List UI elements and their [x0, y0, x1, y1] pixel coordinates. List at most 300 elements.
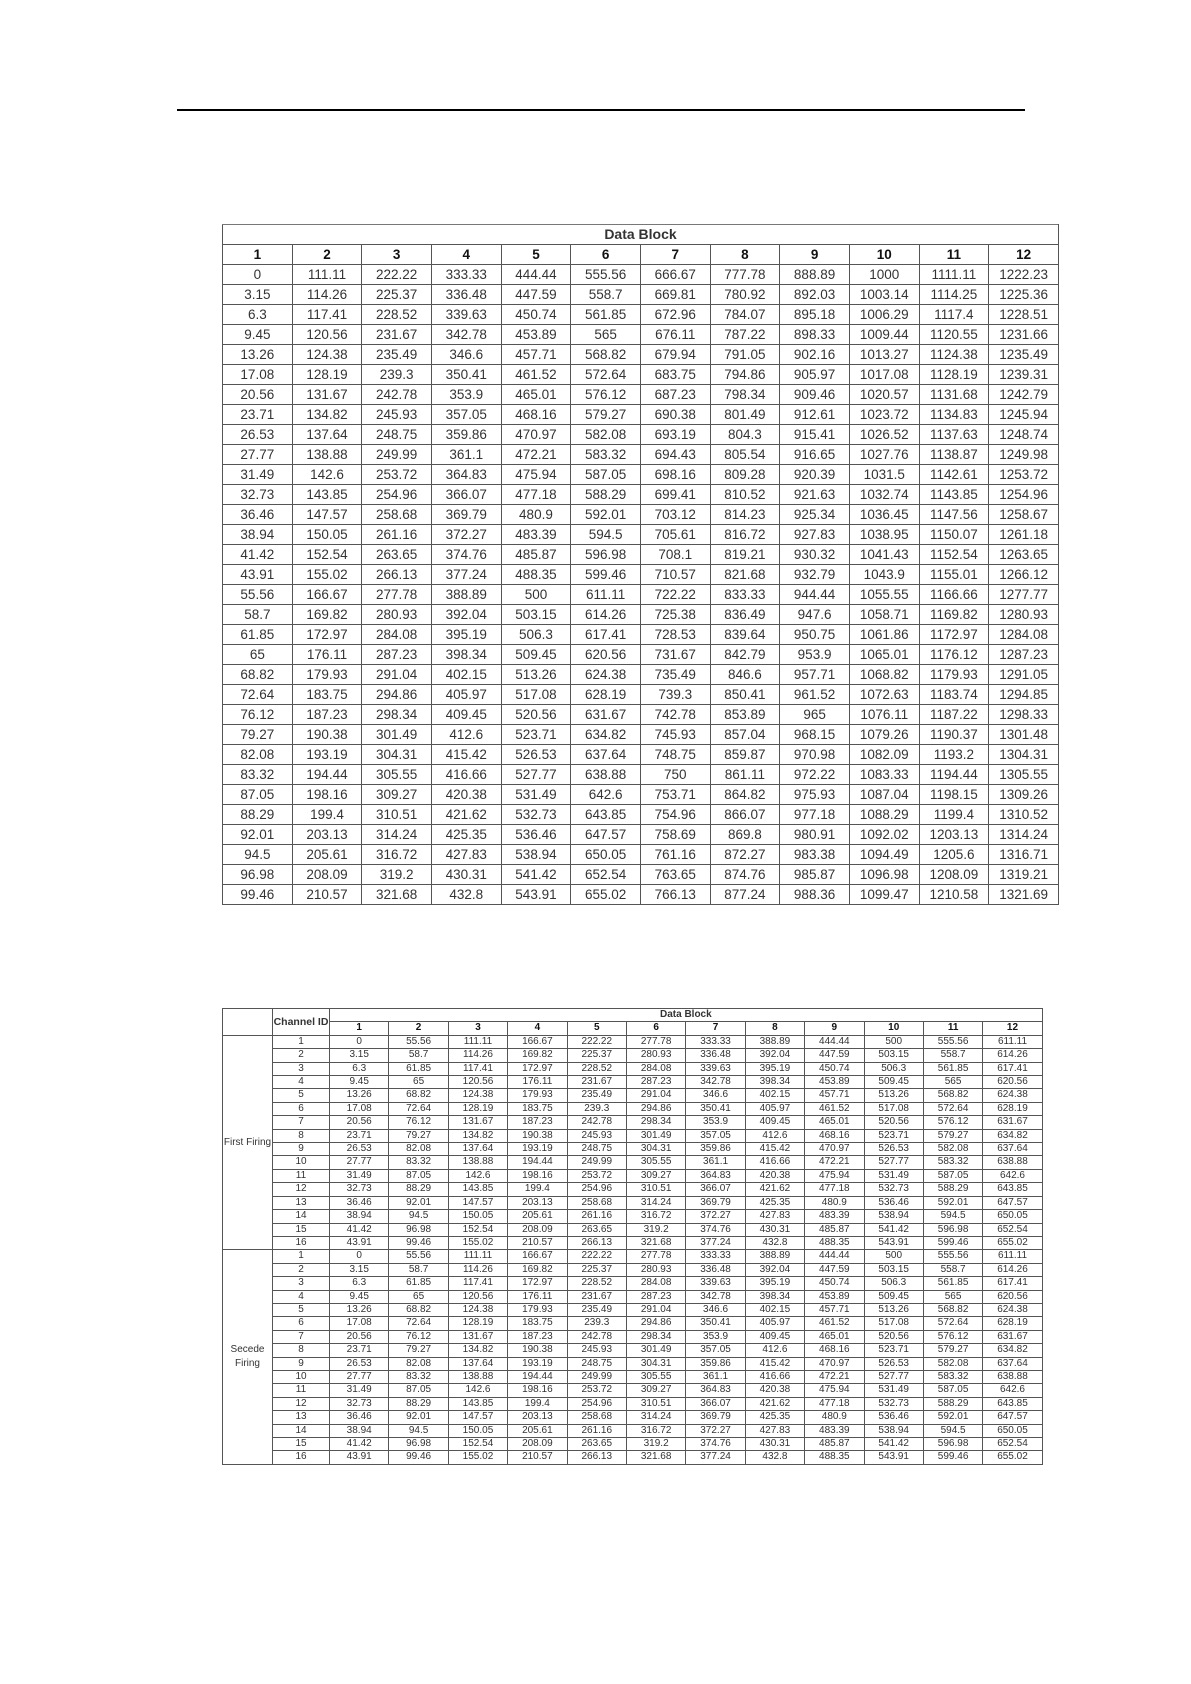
table-cell: 245.93 — [362, 405, 432, 425]
table-cell: 503.15 — [501, 605, 571, 625]
table-cell: 1169.82 — [919, 605, 989, 625]
table-cell: 372.27 — [686, 1424, 745, 1437]
table-cell: 1143.85 — [919, 485, 989, 505]
channel-id-cell: 11 — [273, 1169, 330, 1182]
table-cell: 199.4 — [508, 1397, 567, 1410]
table-cell: 628.19 — [983, 1102, 1042, 1115]
table-cell: 485.87 — [805, 1223, 864, 1236]
table-cell: 1190.37 — [919, 725, 989, 745]
table-cell: 1193.2 — [919, 745, 989, 765]
table-cell: 694.43 — [640, 445, 710, 465]
table-cell: 310.51 — [626, 1397, 685, 1410]
table-cell: 83.32 — [389, 1156, 448, 1169]
table-row — [223, 1223, 1043, 1236]
table-cell: 155.02 — [292, 565, 362, 585]
channel-id-cell: 5 — [273, 1303, 330, 1316]
table-row — [223, 1102, 1043, 1115]
table-cell: 836.49 — [710, 605, 780, 625]
table-cell: 819.21 — [710, 545, 780, 565]
table-cell: 1222.23 — [989, 265, 1059, 285]
table-cell: 592.01 — [571, 505, 641, 525]
table-cell: 301.49 — [362, 725, 432, 745]
table-cell: 1094.49 — [849, 845, 919, 865]
table-cell: 131.67 — [448, 1330, 507, 1343]
table-cell: 532.73 — [501, 805, 571, 825]
table-cell: 801.49 — [710, 405, 780, 425]
table-cell: 415.42 — [745, 1143, 804, 1156]
table-cell: 555.56 — [923, 1035, 982, 1048]
table-cell: 1231.66 — [989, 325, 1059, 345]
table-cell: 587.05 — [571, 465, 641, 485]
table-cell: 179.93 — [508, 1303, 567, 1316]
table2-column-header: 12 — [983, 1022, 1042, 1035]
table-cell: 506.3 — [864, 1062, 923, 1075]
table-cell: 172.97 — [292, 625, 362, 645]
table-cell: 9.45 — [330, 1076, 389, 1089]
table-cell: 1043.9 — [849, 565, 919, 585]
table-cell: 310.51 — [362, 805, 432, 825]
table-cell: 859.87 — [710, 745, 780, 765]
table-cell: 65 — [389, 1076, 448, 1089]
table-cell: 190.38 — [508, 1129, 567, 1142]
table-cell: 1321.69 — [989, 885, 1059, 905]
table-cell: 210.57 — [508, 1451, 567, 1464]
table-cell: 592.01 — [923, 1411, 982, 1424]
table-cell: 198.16 — [292, 785, 362, 805]
channel-id-cell: 15 — [273, 1223, 330, 1236]
table-cell: 242.78 — [362, 385, 432, 405]
table-cell: 143.85 — [448, 1183, 507, 1196]
table-row — [223, 1196, 1043, 1209]
channel-id-cell: 2 — [273, 1049, 330, 1062]
table-cell: 1235.49 — [989, 345, 1059, 365]
table-cell: 228.52 — [567, 1277, 626, 1290]
table-cell: 194.44 — [292, 765, 362, 785]
table-row — [223, 1076, 1043, 1089]
table-cell: 258.68 — [567, 1196, 626, 1209]
table-row — [223, 745, 1059, 765]
table-row — [223, 805, 1059, 825]
table-cell: 166.67 — [292, 585, 362, 605]
table-cell: 114.26 — [292, 285, 362, 305]
table-cell: 350.41 — [431, 365, 501, 385]
table-cell: 506.3 — [501, 625, 571, 645]
channel-id-cell: 4 — [273, 1076, 330, 1089]
table-cell: 20.56 — [223, 385, 293, 405]
table-cell: 137.64 — [448, 1143, 507, 1156]
table-cell: 430.31 — [745, 1438, 804, 1451]
table-cell: 450.74 — [805, 1277, 864, 1290]
table-cell: 731.67 — [640, 645, 710, 665]
table-cell: 526.53 — [501, 745, 571, 765]
table-cell: 99.46 — [223, 885, 293, 905]
table-cell: 794.86 — [710, 365, 780, 385]
table-cell: 1041.43 — [849, 545, 919, 565]
table-cell: 543.91 — [501, 885, 571, 905]
table-cell: 61.85 — [389, 1277, 448, 1290]
table-cell: 179.93 — [292, 665, 362, 685]
table-cell: 509.45 — [864, 1076, 923, 1089]
table-cell: 263.65 — [567, 1223, 626, 1236]
channel-id-cell: 14 — [273, 1210, 330, 1223]
table-row — [223, 1357, 1043, 1370]
table-cell: 142.6 — [448, 1169, 507, 1182]
table-cell: 0 — [223, 265, 293, 285]
table-cell: 374.76 — [686, 1438, 745, 1451]
table-cell: 176.11 — [292, 645, 362, 665]
table-cell: 761.16 — [640, 845, 710, 865]
table-cell: 1117.4 — [919, 305, 989, 325]
table-cell: 392.04 — [431, 605, 501, 625]
table-cell: 652.54 — [983, 1223, 1042, 1236]
table-cell: 31.49 — [330, 1384, 389, 1397]
table-cell: 1199.4 — [919, 805, 989, 825]
table-cell: 784.07 — [710, 305, 780, 325]
table-cell: 637.64 — [571, 745, 641, 765]
table-cell: 416.66 — [745, 1156, 804, 1169]
table2-column-header: 2 — [389, 1022, 448, 1035]
table-cell: 930.32 — [780, 545, 850, 565]
table-cell: 814.23 — [710, 505, 780, 525]
table-cell: 965 — [780, 705, 850, 725]
table-cell: 248.75 — [362, 425, 432, 445]
table2-title: Data Block — [330, 1009, 1043, 1022]
table-cell: 1147.56 — [919, 505, 989, 525]
table-cell: 1198.15 — [919, 785, 989, 805]
table-cell: 925.34 — [780, 505, 850, 525]
table-row — [223, 1236, 1043, 1249]
table-cell: 305.55 — [362, 765, 432, 785]
table-row — [223, 1250, 1043, 1263]
table1-column-header: 12 — [989, 245, 1059, 265]
table-cell: 258.68 — [362, 505, 432, 525]
table-cell: 1205.6 — [919, 845, 989, 865]
data-block-table-2 — [222, 1008, 1043, 1465]
table-cell: 839.64 — [710, 625, 780, 645]
table-cell: 374.76 — [686, 1223, 745, 1236]
table-cell: 846.6 — [710, 665, 780, 685]
table-cell: 304.31 — [362, 745, 432, 765]
table-cell: 787.22 — [710, 325, 780, 345]
table-cell: 395.19 — [431, 625, 501, 645]
table-cell: 203.13 — [292, 825, 362, 845]
table-cell: 853.89 — [710, 705, 780, 725]
table-row — [223, 1116, 1043, 1129]
table-cell: 412.6 — [745, 1344, 804, 1357]
table-cell: 594.5 — [923, 1210, 982, 1223]
table-cell: 1309.26 — [989, 785, 1059, 805]
table-cell: 88.29 — [223, 805, 293, 825]
table-cell: 1172.97 — [919, 625, 989, 645]
table-cell: 1120.55 — [919, 325, 989, 345]
table-cell: 366.07 — [686, 1397, 745, 1410]
table1-column-header: 2 — [292, 245, 362, 265]
table-cell: 500 — [864, 1035, 923, 1048]
channel-id-cell: 16 — [273, 1451, 330, 1464]
channel-id-cell: 8 — [273, 1129, 330, 1142]
table-cell: 1128.19 — [919, 365, 989, 385]
table-cell: 541.42 — [864, 1438, 923, 1451]
table-cell: 58.7 — [223, 605, 293, 625]
table-cell: 532.73 — [864, 1397, 923, 1410]
table-cell: 96.98 — [223, 865, 293, 885]
table-cell: 96.98 — [389, 1223, 448, 1236]
table-cell: 319.2 — [362, 865, 432, 885]
table-cell: 628.19 — [983, 1317, 1042, 1330]
table-cell: 1298.33 — [989, 705, 1059, 725]
table-cell: 205.61 — [508, 1424, 567, 1437]
table-cell: 242.78 — [567, 1116, 626, 1129]
table-cell: 38.94 — [330, 1424, 389, 1437]
table1-column-header: 7 — [640, 245, 710, 265]
table-cell: 643.85 — [983, 1397, 1042, 1410]
table-cell: 470.97 — [805, 1143, 864, 1156]
table-cell: 1239.31 — [989, 365, 1059, 385]
table-cell: 850.41 — [710, 685, 780, 705]
table-cell: 543.91 — [864, 1451, 923, 1464]
table-cell: 517.08 — [864, 1317, 923, 1330]
table-cell: 690.38 — [640, 405, 710, 425]
table-row — [223, 1089, 1043, 1102]
table-cell: 398.34 — [745, 1076, 804, 1089]
table-cell: 631.67 — [571, 705, 641, 725]
table-cell: 38.94 — [223, 525, 293, 545]
table-cell: 1137.63 — [919, 425, 989, 445]
table-cell: 513.26 — [501, 665, 571, 685]
table2-column-header: 4 — [508, 1022, 567, 1035]
channel-id-cell: 6 — [273, 1102, 330, 1115]
table-cell: 1124.38 — [919, 345, 989, 365]
table-cell: 488.35 — [805, 1236, 864, 1249]
table-cell: 183.75 — [508, 1102, 567, 1115]
table-cell: 655.02 — [571, 885, 641, 905]
table-cell: 361.1 — [431, 445, 501, 465]
table-cell: 1036.45 — [849, 505, 919, 525]
table-cell: 1208.09 — [919, 865, 989, 885]
table-cell: 1258.67 — [989, 505, 1059, 525]
table-cell: 485.87 — [805, 1438, 864, 1451]
table-row — [223, 1277, 1043, 1290]
table-cell: 350.41 — [686, 1102, 745, 1115]
table-cell: 643.85 — [571, 805, 641, 825]
table-cell: 26.53 — [223, 425, 293, 445]
table-cell: 425.35 — [431, 825, 501, 845]
table-cell: 983.38 — [780, 845, 850, 865]
table-cell: 350.41 — [686, 1317, 745, 1330]
table-row — [223, 1290, 1043, 1303]
table-cell: 531.49 — [501, 785, 571, 805]
table-cell: 83.32 — [389, 1370, 448, 1383]
table-cell: 208.09 — [508, 1438, 567, 1451]
table-cell: 620.56 — [983, 1076, 1042, 1089]
table-cell: 444.44 — [805, 1035, 864, 1048]
table-row — [223, 1384, 1043, 1397]
table-cell: 526.53 — [864, 1143, 923, 1156]
table-row — [223, 885, 1059, 905]
table-cell: 248.75 — [567, 1357, 626, 1370]
table-cell: 905.97 — [780, 365, 850, 385]
table-cell: 304.31 — [626, 1357, 685, 1370]
table-cell: 634.82 — [983, 1344, 1042, 1357]
table-cell: 1316.71 — [989, 845, 1059, 865]
table-cell: 687.23 — [640, 385, 710, 405]
table-cell: 92.01 — [389, 1411, 448, 1424]
table-row — [223, 1344, 1043, 1357]
table-row — [223, 1451, 1043, 1464]
table-cell: 1032.74 — [849, 485, 919, 505]
table-cell: 147.57 — [448, 1196, 507, 1209]
table-cell: 13.26 — [330, 1089, 389, 1102]
table2-channel-header: Channel ID — [273, 1009, 330, 1036]
table-cell: 614.26 — [983, 1049, 1042, 1062]
table-cell: 748.75 — [640, 745, 710, 765]
table-cell: 369.79 — [686, 1196, 745, 1209]
table-cell: 475.94 — [805, 1169, 864, 1182]
table2-column-header: 1 — [330, 1022, 389, 1035]
table-cell: 55.56 — [389, 1035, 448, 1048]
table-row — [223, 545, 1059, 565]
table-cell: 1000 — [849, 265, 919, 285]
table-cell: 432.8 — [431, 885, 501, 905]
table-cell: 26.53 — [330, 1357, 389, 1370]
table-cell: 377.24 — [686, 1236, 745, 1249]
table-cell: 377.24 — [431, 565, 501, 585]
table-cell: 94.5 — [223, 845, 293, 865]
table-row — [223, 1411, 1043, 1424]
table-cell: 20.56 — [330, 1330, 389, 1343]
table-cell: 249.99 — [362, 445, 432, 465]
table-cell: 898.33 — [780, 325, 850, 345]
table-cell: 263.65 — [567, 1438, 626, 1451]
table-cell: 88.29 — [389, 1397, 448, 1410]
table-cell: 203.13 — [508, 1196, 567, 1209]
table-cell: 346.6 — [431, 345, 501, 365]
table-cell: 1027.76 — [849, 445, 919, 465]
table-cell: 305.55 — [626, 1156, 685, 1169]
table-cell: 541.42 — [501, 865, 571, 885]
table-cell: 877.24 — [710, 885, 780, 905]
table-cell: 468.16 — [805, 1344, 864, 1357]
table-cell: 972.22 — [780, 765, 850, 785]
table-cell: 68.82 — [223, 665, 293, 685]
table-cell: 565 — [923, 1076, 982, 1089]
table-cell: 23.71 — [330, 1129, 389, 1142]
table-cell: 99.46 — [389, 1451, 448, 1464]
table-row — [223, 625, 1059, 645]
table-cell: 1150.07 — [919, 525, 989, 545]
table-cell: 888.89 — [780, 265, 850, 285]
table-cell: 506.3 — [864, 1277, 923, 1290]
table-cell: 120.56 — [448, 1290, 507, 1303]
table-cell: 409.45 — [431, 705, 501, 725]
table-cell: 576.12 — [923, 1116, 982, 1129]
table-cell: 527.77 — [864, 1370, 923, 1383]
table-cell: 314.24 — [626, 1411, 685, 1424]
table-cell: 599.46 — [923, 1236, 982, 1249]
table-cell: 361.1 — [686, 1156, 745, 1169]
table-cell: 1013.27 — [849, 345, 919, 365]
table-cell: 364.83 — [686, 1384, 745, 1397]
table-cell: 798.34 — [710, 385, 780, 405]
table-cell: 277.78 — [362, 585, 432, 605]
table-cell: 672.96 — [640, 305, 710, 325]
table-cell: 599.46 — [571, 565, 641, 585]
table-cell: 372.27 — [686, 1210, 745, 1223]
table-cell: 1253.72 — [989, 465, 1059, 485]
table-cell: 357.05 — [686, 1344, 745, 1357]
table-cell: 210.57 — [292, 885, 362, 905]
table-cell: 421.62 — [745, 1183, 804, 1196]
table-cell: 294.86 — [626, 1317, 685, 1330]
table-cell: 152.54 — [292, 545, 362, 565]
table-cell: 99.46 — [389, 1236, 448, 1249]
table-row — [223, 325, 1059, 345]
table-cell: 753.71 — [640, 785, 710, 805]
table-cell: 1152.54 — [919, 545, 989, 565]
table-cell: 319.2 — [626, 1438, 685, 1451]
table-cell: 17.08 — [330, 1102, 389, 1115]
table-cell: 17.08 — [223, 365, 293, 385]
table-cell: 266.13 — [362, 565, 432, 585]
table-cell: 346.6 — [686, 1089, 745, 1102]
table-cell: 131.67 — [292, 385, 362, 405]
table-cell: 65 — [223, 645, 293, 665]
table-cell: 472.21 — [805, 1156, 864, 1169]
table-cell: 333.33 — [686, 1035, 745, 1048]
table-cell: 152.54 — [448, 1438, 507, 1451]
table-cell: 624.38 — [571, 665, 641, 685]
table-cell: 624.38 — [983, 1089, 1042, 1102]
table-cell: 425.35 — [745, 1411, 804, 1424]
table-cell: 82.08 — [223, 745, 293, 765]
table-cell: 152.54 — [448, 1223, 507, 1236]
table-cell: 1287.23 — [989, 645, 1059, 665]
table-cell: 558.7 — [923, 1049, 982, 1062]
table-cell: 210.57 — [508, 1236, 567, 1249]
table-cell: 316.72 — [626, 1210, 685, 1223]
table-cell: 538.94 — [501, 845, 571, 865]
table-cell: 43.91 — [330, 1236, 389, 1249]
table-cell: 137.64 — [292, 425, 362, 445]
table-cell: 977.18 — [780, 805, 850, 825]
table-cell: 198.16 — [508, 1384, 567, 1397]
table-cell: 1072.63 — [849, 685, 919, 705]
table-row — [223, 445, 1059, 465]
table-cell: 480.9 — [501, 505, 571, 525]
table-cell: 631.67 — [983, 1330, 1042, 1343]
table-cell: 155.02 — [448, 1451, 507, 1464]
table-cell: 833.33 — [710, 585, 780, 605]
table-cell: 222.22 — [567, 1250, 626, 1263]
table-cell: 1096.98 — [849, 865, 919, 885]
table-cell: 488.35 — [501, 565, 571, 585]
table-cell: 927.83 — [780, 525, 850, 545]
table-cell: 477.18 — [805, 1183, 864, 1196]
table-cell: 1294.85 — [989, 685, 1059, 705]
table-cell: 3.15 — [330, 1049, 389, 1062]
table-cell: 79.27 — [223, 725, 293, 745]
table-cell: 453.89 — [805, 1076, 864, 1089]
table-cell: 1026.52 — [849, 425, 919, 445]
table-cell: 280.93 — [362, 605, 432, 625]
table-cell: 395.19 — [745, 1062, 804, 1075]
table-cell: 23.71 — [223, 405, 293, 425]
table-cell: 366.07 — [431, 485, 501, 505]
table-cell: 6.3 — [330, 1062, 389, 1075]
table-cell: 0 — [330, 1035, 389, 1048]
table-cell: 805.54 — [710, 445, 780, 465]
table-row — [223, 1156, 1043, 1169]
